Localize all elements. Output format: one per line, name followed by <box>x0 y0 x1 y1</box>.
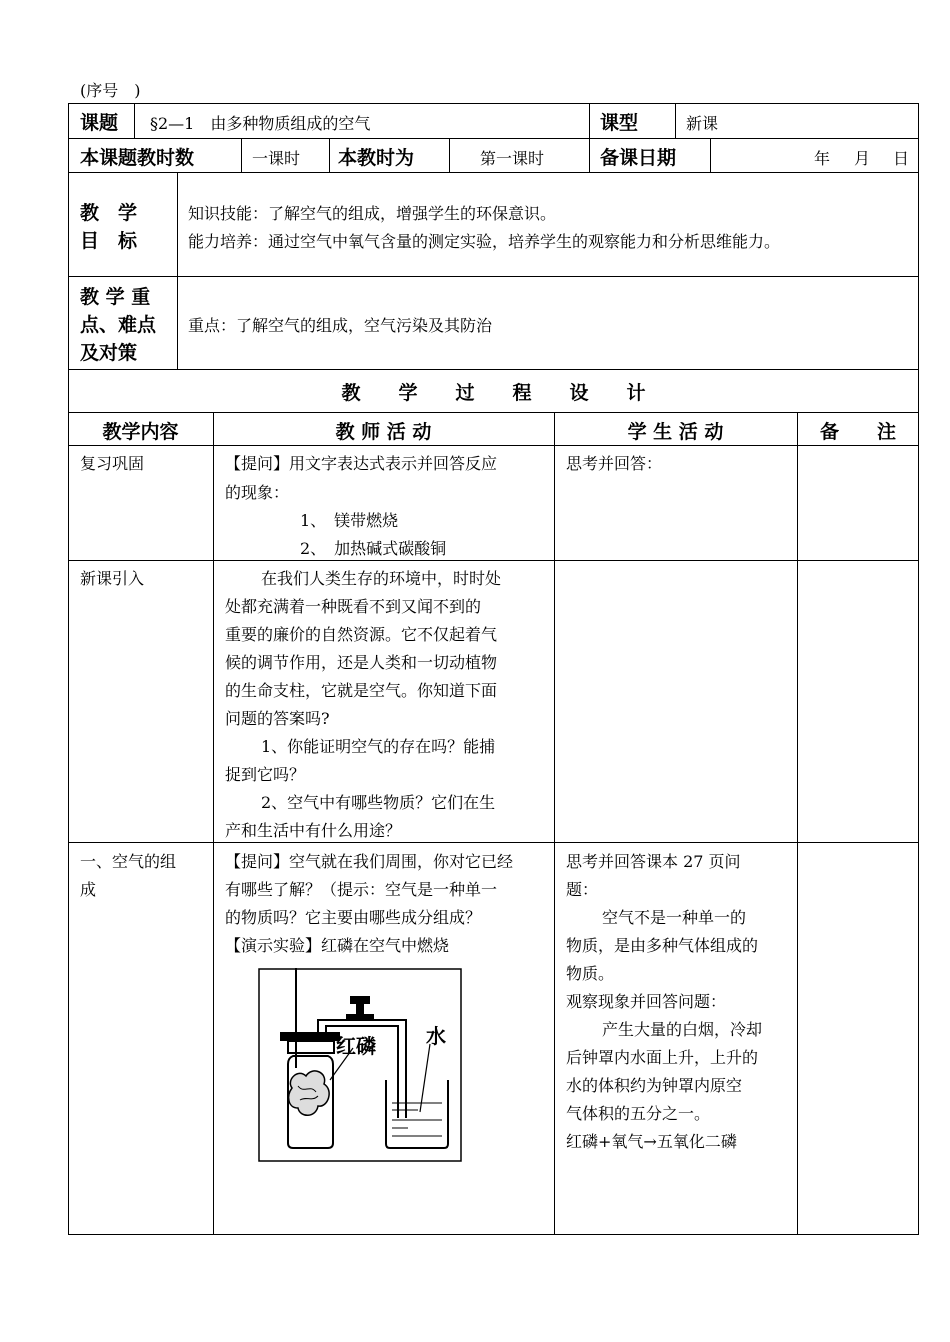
row2-teacher-line: 的生命支柱，它就是空气。你知道下面 <box>225 681 498 700</box>
row3-student-line: 气体积的五分之一。 <box>566 1104 711 1123</box>
hours-label: 本课题教时数 <box>80 147 195 169</box>
key-label-line1: 教 学 重 <box>80 286 151 308</box>
row3-student-line: 物质。 <box>566 964 615 983</box>
serial-number: (序号 ) <box>80 81 141 100</box>
row3-student-line: 红磷+氧气→五氧化二磷 <box>566 1132 737 1151</box>
row2-teacher-line: 在我们人类生存的环境中，时时处 <box>261 569 502 588</box>
key-points-text: 重点：了解空气的组成，空气污染及其防治 <box>188 316 493 335</box>
date-month: 月 <box>854 149 871 168</box>
row2-content: 新课引入 <box>80 569 145 588</box>
hours-value: 一课时 <box>252 149 301 168</box>
row2-teacher-line: 问题的答案吗? <box>225 709 330 728</box>
row1-teacher-line: 【提问】用文字表达式表示并回答反应 <box>225 454 498 473</box>
row3-student-line: 产生大量的白烟，冷却 <box>602 1020 763 1039</box>
col-content-header: 教学内容 <box>102 421 179 443</box>
row3-content-line: 成 <box>80 880 97 899</box>
row2-teacher-line: 重要的廉价的自然资源。它不仅起着气 <box>225 625 498 644</box>
row3-student-line: 观察现象并回答问题： <box>566 992 727 1011</box>
phosphorus-label: 红磷 <box>336 1034 376 1058</box>
row2-teacher-line: 捉到它吗？ <box>225 765 306 784</box>
row3-student-line: 水的体积约为钟罩内原空 <box>566 1076 743 1095</box>
row3-student-line: 题： <box>566 880 599 899</box>
row3-student-line: 空气不是一种单一的 <box>602 908 747 927</box>
goals-line1: 知识技能：了解空气的组成，增强学生的环保意识。 <box>188 204 557 223</box>
row1-teacher-line: 2、 加热碱式碳酸铜 <box>300 539 447 558</box>
col-note-header: 备 注 <box>819 421 896 443</box>
goals-label-line1: 教 学 <box>80 202 138 224</box>
this-session-value: 第一课时 <box>480 149 545 168</box>
topic-value: §2—1 由多种物质组成的空气 <box>150 114 371 133</box>
type-label: 课型 <box>600 112 639 134</box>
row2-teacher-line: 处都充满着一种既看不到又闻不到的 <box>225 597 482 616</box>
experiment-diagram <box>258 968 462 1162</box>
key-label-line3: 及对策 <box>80 342 138 364</box>
col-teacher-header: 教 师 活 动 <box>335 421 432 443</box>
row3-teacher-line: 有哪些了解？（提示：空气是一种单一 <box>225 880 498 899</box>
date-day: 日 <box>893 149 910 168</box>
row2-teacher-line: 产和生活中有什么用途？ <box>225 821 402 840</box>
type-value: 新课 <box>686 114 719 133</box>
water-label: 水 <box>426 1024 446 1048</box>
row3-teacher-line: 的物质吗？它主要由哪些成分组成？ <box>225 908 482 927</box>
process-title: 教 学 过 程 设 计 <box>341 382 646 404</box>
prep-date-label: 备课日期 <box>600 147 677 169</box>
row2-teacher-line: 候的调节作用，还是人类和一切动植物 <box>225 653 498 672</box>
topic-label: 课题 <box>80 112 119 134</box>
row3-student-line: 物质，是由多种气体组成的 <box>566 936 759 955</box>
row3-student-line: 后钟罩内水面上升，上升的 <box>566 1048 759 1067</box>
row1-teacher-line: 1、 镁带燃烧 <box>300 511 399 530</box>
row3-content-line: 一、空气的组 <box>80 852 177 871</box>
date-year: 年 <box>814 149 831 168</box>
row1-teacher-line: 的现象： <box>225 483 290 502</box>
col-student-header: 学 生 活 动 <box>627 421 724 443</box>
goals-label-line2: 目 标 <box>80 230 138 252</box>
row3-teacher-line: 【演示实验】红磷在空气中燃烧 <box>225 936 450 955</box>
goals-line2: 能力培养：通过空气中氧气含量的测定实验，培养学生的观察能力和分析思维能力。 <box>188 232 781 251</box>
row3-teacher-line: 【提问】空气就在我们周围，你对它已经 <box>225 852 514 871</box>
key-label-line2: 点、难点 <box>80 314 157 336</box>
row2-teacher-line: 2、空气中有哪些物质？它们在生 <box>261 793 496 812</box>
row1-student-line: 思考并回答： <box>566 454 663 473</box>
row2-teacher-line: 1、你能证明空气的存在吗？能捕 <box>261 737 496 756</box>
row1-content: 复习巩固 <box>80 454 145 473</box>
this-session-label: 本教时为 <box>338 147 415 169</box>
row3-student-line: 思考并回答课本 27 页问 <box>566 852 741 871</box>
